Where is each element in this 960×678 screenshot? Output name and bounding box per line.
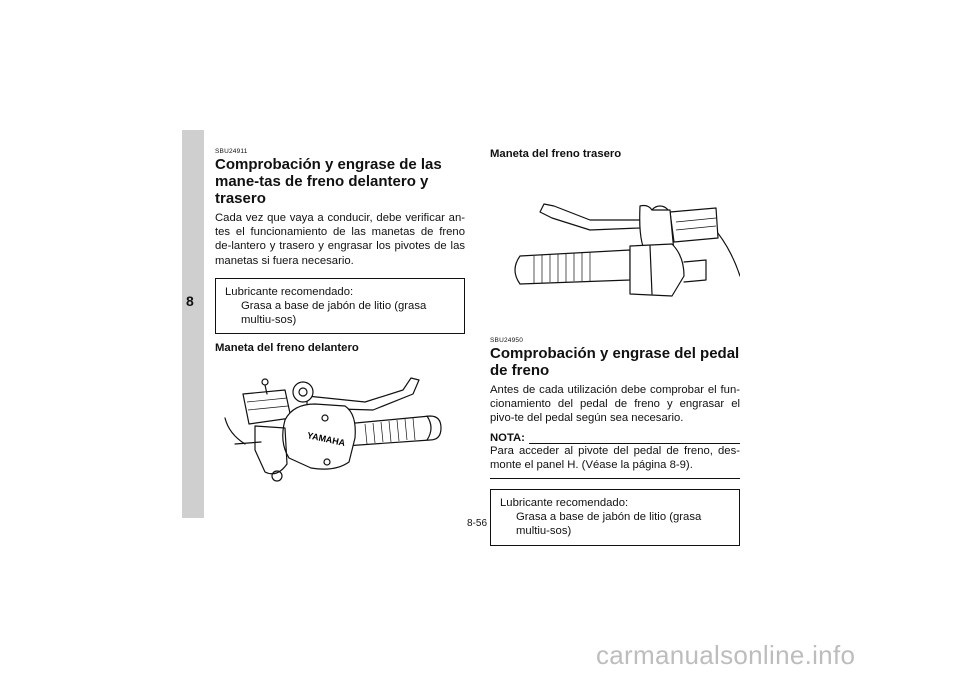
- section-intro: Cada vez que vaya a conducir, debe verificar an-tes el funcionamiento de las manetas de freno de-lantero y trasero y engrasar los pivotes de las manetas si fuera necesario.: [215, 212, 465, 267]
- lubricant-label: Lubricante recomendado:: [225, 285, 354, 298]
- lubricant-box: [215, 278, 465, 335]
- rear-brake-lever-figure: [490, 176, 740, 311]
- section-title: Comprobación y engrase de las mane-tas de freno delantero y trasero: [215, 156, 442, 207]
- section-intro: Antes de cada utilización debe comprobar el fun-cionamiento del pedal de freno y engrasar el pivo-te del pedal según sea necesario.: [490, 384, 740, 425]
- section-code: SBU24950: [490, 337, 524, 344]
- front-brake-lever-figure: [215, 354, 465, 499]
- chapter-number: 8: [186, 293, 194, 309]
- left-column: [215, 148, 465, 499]
- note-label: NOTA:: [490, 431, 525, 444]
- rear-brake-heading: Maneta del freno trasero: [490, 148, 622, 160]
- section-title: Comprobación y engrase del pedal de freno: [490, 345, 740, 379]
- page-number: 8-56: [467, 518, 488, 529]
- right-column: [490, 148, 740, 546]
- note-text: Para acceder al pivote del pedal de freno, des-monte el panel H. (Véase la página 8-9).: [490, 444, 740, 471]
- lubricant-value: Grasa a base de jabón de litio (grasa multiu-sos): [241, 300, 427, 327]
- front-brake-heading: Maneta del freno delantero: [215, 342, 359, 355]
- yamaha-logo: YAMAHA: [306, 430, 347, 449]
- lubricant-label: Lubricante recomendado:: [500, 497, 629, 510]
- lubricant-box: [490, 489, 740, 546]
- note-rule: [529, 434, 740, 444]
- section-code: SBU24911: [215, 148, 248, 155]
- lubricant-value: Grasa a base de jabón de litio (grasa multiu-sos): [516, 511, 702, 538]
- watermark: carmanualsonline.info: [596, 640, 856, 670]
- note-header: [490, 432, 740, 444]
- chapter-tab: [182, 130, 204, 518]
